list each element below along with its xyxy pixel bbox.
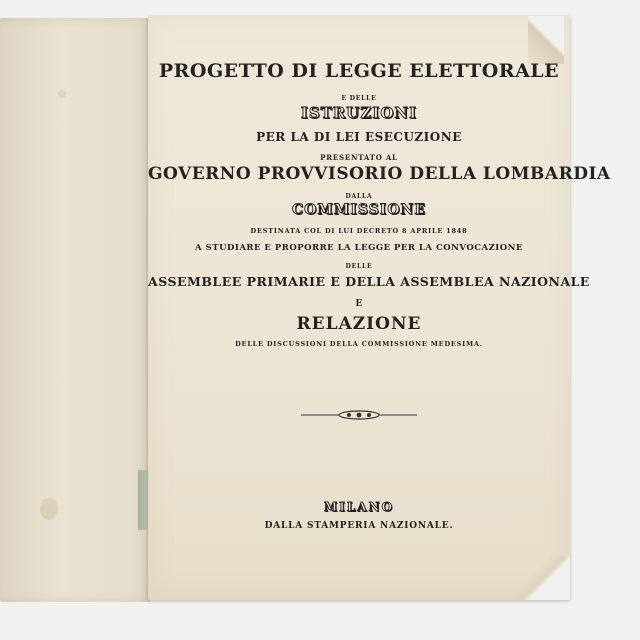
dalla-line: DALLA — [345, 193, 373, 200]
previous-page-left — [0, 18, 150, 602]
imprint-city: MILANO — [323, 500, 395, 514]
e-line: E — [355, 299, 363, 309]
subtitle-e-delle: E DELLE — [341, 95, 377, 102]
relazione-heading: RELAZIONE — [296, 314, 422, 334]
paper-stain — [40, 498, 58, 520]
folded-corner — [528, 16, 564, 64]
commissione-heading: COMMISSIONE — [291, 202, 426, 218]
delle-line: DELLE — [345, 263, 373, 270]
assemblee-line: ASSEMBLEE PRIMARIE E DELLA ASSEMBLEA NAZIONALE — [148, 274, 590, 289]
presentato-line: PRESENTATO AL — [320, 153, 398, 162]
main-title: PROGETTO DI LEGGE ELETTORALE — [158, 60, 560, 82]
title-page — [148, 16, 611, 600]
per-la-line: PER LA DI LEI ESECUZIONE — [256, 130, 462, 144]
a-studiare-line: A STUDIARE E PROPORRE LA LEGGE PER LA CONVOCAZIONE — [195, 243, 523, 253]
paper-stain — [58, 90, 66, 98]
governo-line: GOVERNO PROVVISORIO DELLA LOMBARDIA — [148, 164, 611, 184]
torn-corner — [510, 556, 570, 600]
istruzioni-heading: ISTRUZIONI — [300, 104, 418, 122]
ornament-divider — [301, 409, 417, 421]
destinata-line: DESTINATA COL DI LUI DECRETO 8 APRILE 1848 — [250, 227, 468, 235]
imprint-printer: DALLA STAMPERIA NAZIONALE. — [264, 521, 454, 531]
discussioni-line: DELLE DISCUSSIONI DELLA COMMISSIONE MEDESIMA. — [235, 340, 483, 348]
